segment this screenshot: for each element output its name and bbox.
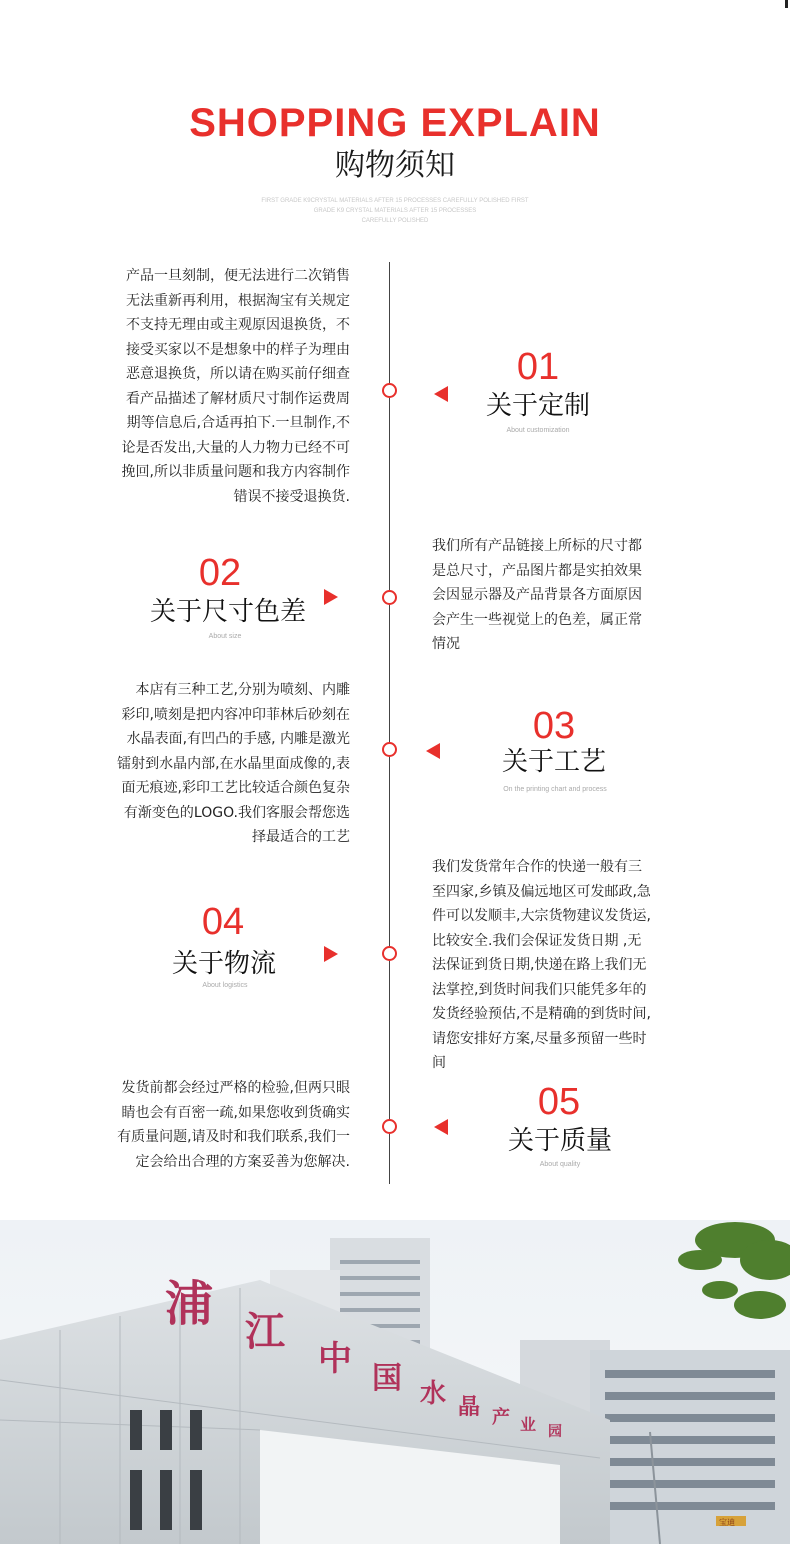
text-line: 水晶表面,有凹凸的手感, 内雕是激光 — [126, 731, 350, 747]
text-line: 不支持无理由或主观原因退换货，不 — [126, 317, 350, 333]
text-line: 至四家,乡镇及偏远地区可发邮政,急 — [432, 883, 651, 900]
sign-char: 产 — [492, 1407, 510, 1428]
section-1-subtitle: About customization — [506, 427, 570, 434]
section-4-text — [432, 855, 692, 1076]
section-4-number: 04 — [201, 901, 245, 943]
timeline-node-1 — [382, 383, 397, 398]
text-line: 法掌控,到货时间我们只能凭多年的 — [432, 981, 647, 998]
text-line: 恶意退换货，所以请在购买前仔细查 — [126, 366, 350, 382]
fine-print-line: CAREFULLY POLISHED — [361, 218, 429, 224]
fine-print-line: FIRST GRADE K9CRYSTAL MATERIALS AFTER 15 PROCESSES CAREFULLY POLISHED FIRST — [261, 198, 529, 204]
section-3-subtitle: On the printing chart and process — [503, 786, 607, 793]
text-line: 法保证到货日期,快递在路上我们无 — [432, 957, 647, 973]
text-line: 我们所有产品链接上所标的尺寸都 — [432, 538, 642, 554]
text-line: 看产品描述了解材质尺寸制作运费周 — [126, 390, 350, 407]
corner-mark — [785, 0, 788, 8]
section-5-number: 05 — [537, 1081, 581, 1123]
section-3-title: 关于工艺 — [501, 747, 606, 777]
text-line: 请您安排好方案,尽量多预留一些时 — [432, 1030, 647, 1047]
sign-char: 江 — [245, 1309, 285, 1355]
text-line: 产品一旦刻制，便无法进行二次销售 — [126, 268, 350, 284]
arrow-left-icon — [426, 743, 440, 759]
arrow-left-icon — [434, 386, 448, 402]
text-line: 情况 — [432, 636, 460, 652]
text-line: 间 — [432, 1055, 446, 1071]
text-line: 本店有三种工艺,分别为喷刻、内雕 — [135, 682, 350, 698]
text-line: 会因显示器及产品背景各方面原因 — [432, 587, 642, 603]
page-title-chinese: 购物须知 — [335, 148, 455, 183]
sign-char: 中 — [318, 1339, 352, 1379]
section-1-number: 01 — [516, 346, 560, 388]
section-2-number: 02 — [198, 552, 242, 594]
section-5-subtitle: About quality — [539, 1161, 581, 1168]
text-line: 彩印,喷刻是把内容冲印菲林后砂刻在 — [121, 706, 350, 723]
section-1-title: 关于定制 — [485, 391, 590, 421]
text-line: 有质量问题,请及时和我们联系,我们一 — [117, 1129, 350, 1145]
text-line: 面无痕迹,彩印工艺比较适合颜色复杂 — [121, 780, 350, 796]
section-4-title: 关于物流 — [171, 949, 276, 979]
timeline-line — [389, 262, 390, 1184]
text-line: 挽回,所以非质量问题和我方内容制作 — [121, 464, 350, 480]
timeline-node-5 — [382, 1119, 397, 1134]
sign-char: 水 — [420, 1379, 447, 1409]
sign-char: 浦 — [165, 1276, 214, 1332]
arrow-right-icon — [324, 946, 338, 962]
text-line: 有渐变色的LOGO.我们客服会帮您选 — [123, 804, 350, 821]
section-5-text — [80, 1076, 350, 1174]
text-line: 是总尺寸，产品图片都是实拍效果 — [432, 562, 642, 579]
fine-print — [220, 196, 570, 226]
section-2-text — [432, 534, 692, 657]
fine-print-line: GRADE K9 CRYSTAL MATERIALS AFTER 15 PROCESSES — [313, 208, 477, 214]
section-3-text — [80, 678, 350, 850]
text-line: 件可以发顺丰,大宗货物建议发货运, — [432, 908, 651, 924]
text-line: 会产生一些视觉上的色差，属正常 — [432, 611, 642, 628]
section-4-subtitle: About logistics — [202, 982, 248, 989]
text-line: 定会给出合理的方案妥善为您解决. — [135, 1153, 350, 1170]
section-2-subtitle: About size — [208, 633, 242, 640]
text-line: 我们发货常年合作的快递一般有三 — [432, 859, 642, 875]
text-line: 论是否发出,大量的人力物力已经不可 — [121, 439, 350, 456]
timeline-node-3 — [382, 742, 397, 757]
industrial-park-photo — [0, 1220, 790, 1544]
section-3-number: 03 — [532, 705, 576, 747]
text-line: 无法重新再利用，根据淘宝有关规定 — [126, 292, 350, 309]
arrow-left-icon — [434, 1119, 448, 1135]
page-title-english: SHOPPING EXPLAIN — [189, 101, 601, 145]
text-line: 择最适合的工艺 — [252, 829, 350, 845]
timeline-node-4 — [382, 946, 397, 961]
section-2-title: 关于尺寸色差 — [149, 597, 306, 627]
text-line: 接受买家以不是想象中的样子为理由 — [126, 341, 350, 358]
text-line: 发货经验预估,不是精确的到货时间, — [432, 1006, 651, 1022]
sign-char: 园 — [548, 1424, 562, 1440]
sign-char: 晶 — [458, 1395, 481, 1420]
text-line: 镭射到水晶内部,在水晶里面成像的,表 — [117, 755, 350, 772]
shop-sign: 宝迪 — [719, 1518, 735, 1527]
text-line: 期等信息后,合适再拍下.一旦制作,不 — [126, 415, 350, 431]
timeline-node-2 — [382, 590, 397, 605]
sign-char: 业 — [520, 1415, 537, 1434]
text-line: 发货前都会经过严格的检验,但两只眼 — [121, 1080, 350, 1096]
text-line: 错误不接受退换货. — [233, 488, 350, 505]
section-5-title: 关于质量 — [507, 1126, 612, 1156]
section-1-text — [80, 264, 350, 509]
arrow-right-icon — [324, 589, 338, 605]
text-line: 睛也会有百密一疏,如果您收到货确实 — [121, 1104, 350, 1121]
text-line: 比较安全.我们会保证发货日期 ,无 — [432, 932, 642, 949]
sign-char: 国 — [372, 1361, 402, 1396]
